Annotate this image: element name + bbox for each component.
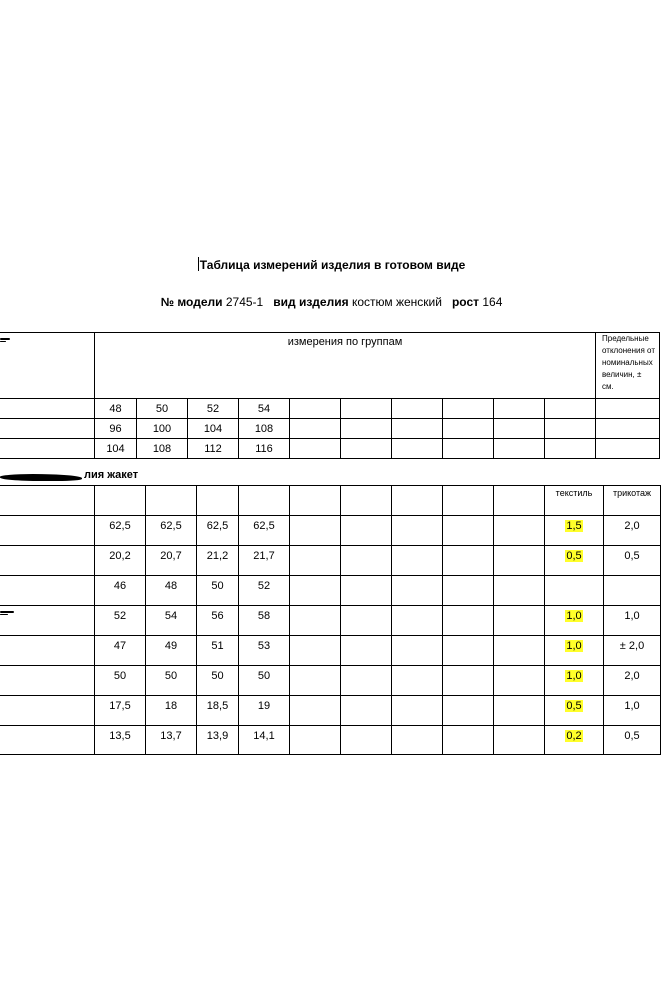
group-measurements-table xyxy=(0,332,660,459)
scan-smudge xyxy=(0,474,82,481)
section-label: лия жакет xyxy=(84,469,139,481)
highlighted-value: 1,0 xyxy=(566,610,582,622)
highlighted-value: 0,2 xyxy=(566,730,582,742)
model-label: № модели xyxy=(160,295,223,309)
table-row: 13,5 13,7 13,9 14,1 0,2 0,5 xyxy=(0,726,661,755)
type-value: костюм женский xyxy=(351,295,442,309)
table-row: 46 48 50 52 xyxy=(0,576,661,606)
table-row: 17,5 18 18,5 19 0,5 1,0 xyxy=(0,696,661,726)
document-title: Таблица измерений изделия в готовом виде xyxy=(199,258,466,272)
table-row: 48 50 52 54 xyxy=(0,399,660,419)
highlighted-value: 1,0 xyxy=(566,670,582,682)
table-header-row xyxy=(0,333,660,399)
text-cursor xyxy=(198,257,199,271)
table-header-row xyxy=(0,486,661,516)
product-measurements-table xyxy=(0,485,661,755)
table-row: 104 108 112 116 xyxy=(0,439,660,459)
highlighted-value: 0,5 xyxy=(566,550,582,562)
highlighted-value: 1,5 xyxy=(566,520,582,532)
table-row: 52 54 56 58 1,0 1,0 xyxy=(0,606,661,636)
deviation-header: Предельные отклонения от номинальных величин, ± см. xyxy=(596,333,660,399)
group-header: измерения по группам xyxy=(95,333,596,399)
table-row: 20,2 20,7 21,2 21,7 0,5 0,5 xyxy=(0,546,661,576)
label-cell xyxy=(0,333,95,399)
model-value: 2745-1 xyxy=(225,295,264,309)
knit-header: трикотаж xyxy=(604,486,661,516)
textile-header: текстиль xyxy=(545,486,604,516)
highlighted-value: 1,0 xyxy=(566,640,582,652)
table-row: 96 100 104 108 xyxy=(0,419,660,439)
table-row: 62,5 62,5 62,5 62,5 1,5 2,0 xyxy=(0,516,661,546)
model-info-line xyxy=(0,294,663,310)
height-label: рост xyxy=(451,295,480,309)
type-label: вид изделия xyxy=(273,295,349,309)
table-row: 47 49 51 53 1,0 ± 2,0 xyxy=(0,636,661,666)
table-row: 50 50 50 50 1,0 2,0 xyxy=(0,666,661,696)
height-value: 164 xyxy=(482,295,503,309)
highlighted-value: 0,5 xyxy=(566,700,582,712)
